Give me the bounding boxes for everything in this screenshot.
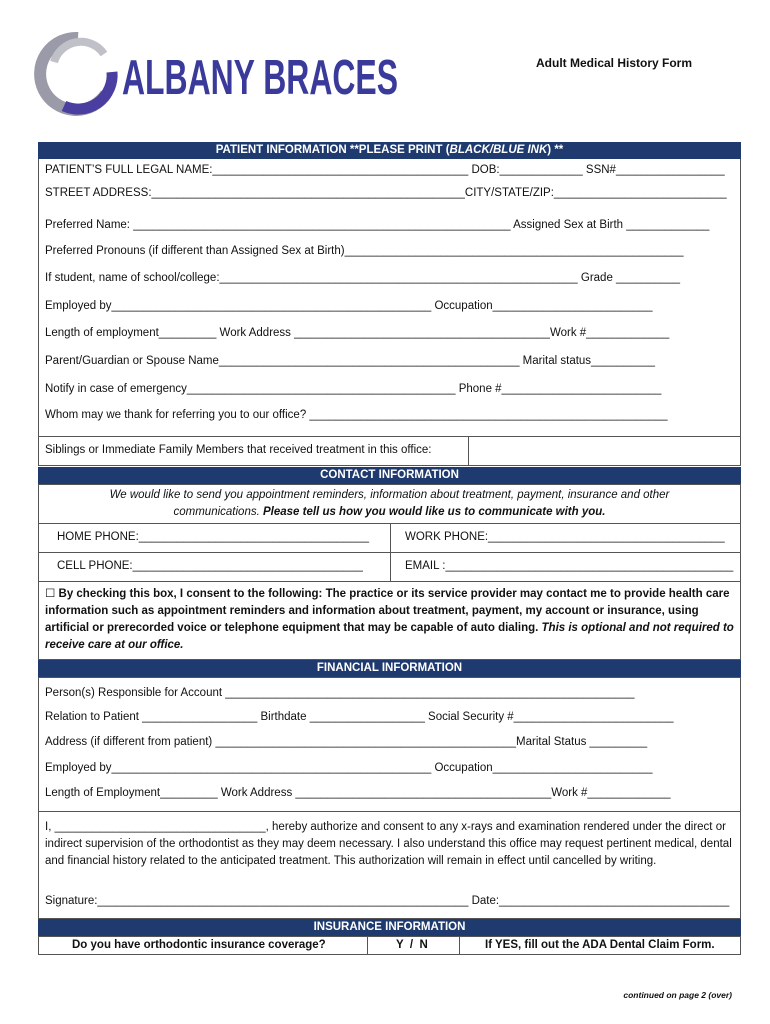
siblings-input-cell[interactable] [468, 436, 469, 466]
insurance-yes-no[interactable]: Y / N [396, 939, 428, 951]
financial-info-header: FINANCIAL INFORMATION [38, 660, 741, 677]
column-divider [367, 936, 368, 955]
divider [38, 436, 741, 437]
consent-checkbox[interactable]: ☐ [45, 588, 56, 600]
preferred-pronouns-field[interactable]: Preferred Pronouns (if different than Assigned Sex at Birth)_____________________________________________________ [45, 245, 684, 257]
divider [38, 811, 741, 812]
contact-info-header: CONTACT INFORMATION [38, 467, 741, 484]
emergency-contact-field[interactable]: Notify in case of emergency__________________________________________ Phone #_________________________ [45, 383, 662, 395]
column-divider [459, 936, 460, 955]
work-phone-field[interactable]: WORK PHONE:_____________________________________ [405, 531, 725, 543]
school-grade-field[interactable]: If student, name of school/college:________________________________________________________ Grade __________ [45, 272, 680, 284]
divider [38, 581, 741, 582]
insurance-info-header: INSURANCE INFORMATION [38, 919, 741, 936]
continued-note: continued on page 2 (over) [623, 990, 732, 1000]
albany-braces-logo [34, 32, 414, 114]
patient-info-header: PATIENT INFORMATION **PLEASE PRINT (BLACK/BLUE INK) ** [38, 142, 741, 159]
insurance-instruction: If YES, fill out the ADA Dental Claim Form. [485, 939, 715, 951]
form-title: Adult Medical History Form [536, 56, 693, 70]
contact-intro-line1: We would like to send you appointment reminders, information about treatment, payment, insurance and other [109, 489, 670, 501]
parent-guardian-field[interactable]: Parent/Guardian or Spouse Name_______________________________________________ Marital status__________ [45, 355, 656, 367]
column-divider [390, 523, 391, 581]
home-phone-field[interactable]: HOME PHONE:____________________________________ [57, 531, 370, 543]
signature-date-field[interactable]: Signature:__________________________________________________________ Date:____________________________________ [45, 895, 730, 907]
cell-phone-field[interactable]: CELL PHONE:____________________________________ [57, 560, 363, 572]
relation-birthdate-ssn-field[interactable]: Relation to Patient __________________ Birthdate __________________ Social Security #_________________________ [45, 711, 674, 723]
authorization-paragraph: I, _________________________________, hereby authorize and consent to any x-rays and examination rendered under the direct or indirect supervision of the orthodontist as they may deem necessary. I also understand this office may request pertinent medical, dental and financial history related to the anticipated treatment. This authorization will remain in effect until cancelled by writing. [45, 821, 732, 867]
email-field[interactable]: EMAIL :_____________________________________________ [405, 560, 734, 572]
contact-intro-line2: communications. Please tell us how you would like us to communicate with you. [173, 506, 606, 518]
consent-paragraph: ☐ By checking this box, I consent to the following: The practice or its service provider may contact me to provide health care information such as appointment reminders and information about treatment, payment, my account or insurance, using artificial or prerecorded voice or telephone equipment that may be capable of auto dialing. This is optional and not required to receive care at our office. [45, 588, 734, 651]
referral-field[interactable]: Whom may we thank for referring you to our office? ________________________________________________________ [45, 409, 668, 421]
siblings-label: Siblings or Immediate Family Members that received treatment in this office: [45, 444, 432, 456]
financial-length-employment-field[interactable]: Length of Employment_________ Work Address ________________________________________Work #_____________ [45, 787, 671, 799]
length-employment-field[interactable]: Length of employment_________ Work Address ________________________________________Work #_____________ [45, 327, 670, 339]
financial-employed-by-field[interactable]: Employed by__________________________________________________ Occupation_________________________ [45, 762, 653, 774]
insurance-question: Do you have orthodontic insurance coverage? [72, 939, 326, 951]
employed-by-field[interactable]: Employed by__________________________________________________ Occupation_________________________ [45, 300, 653, 312]
preferred-name-field[interactable]: Preferred Name: ___________________________________________________________ Assigned Sex at Birth _____________ [45, 219, 710, 231]
patient-name-dob-ssn-field[interactable]: PATIENT’S FULL LEGAL NAME:________________________________________ DOB:_____________ SSN#_________________ [45, 164, 725, 176]
financial-address-field[interactable]: Address (if different from patient) _______________________________________________Marital Status _________ [45, 736, 648, 748]
responsible-person-field[interactable]: Person(s) Responsible for Account ________________________________________________________________ [45, 687, 635, 699]
brand-name: ALBANY BRACES [122, 51, 398, 105]
street-address-field[interactable]: STREET ADDRESS:_________________________________________________CITY/STATE/ZIP:___________________________ [45, 187, 727, 199]
